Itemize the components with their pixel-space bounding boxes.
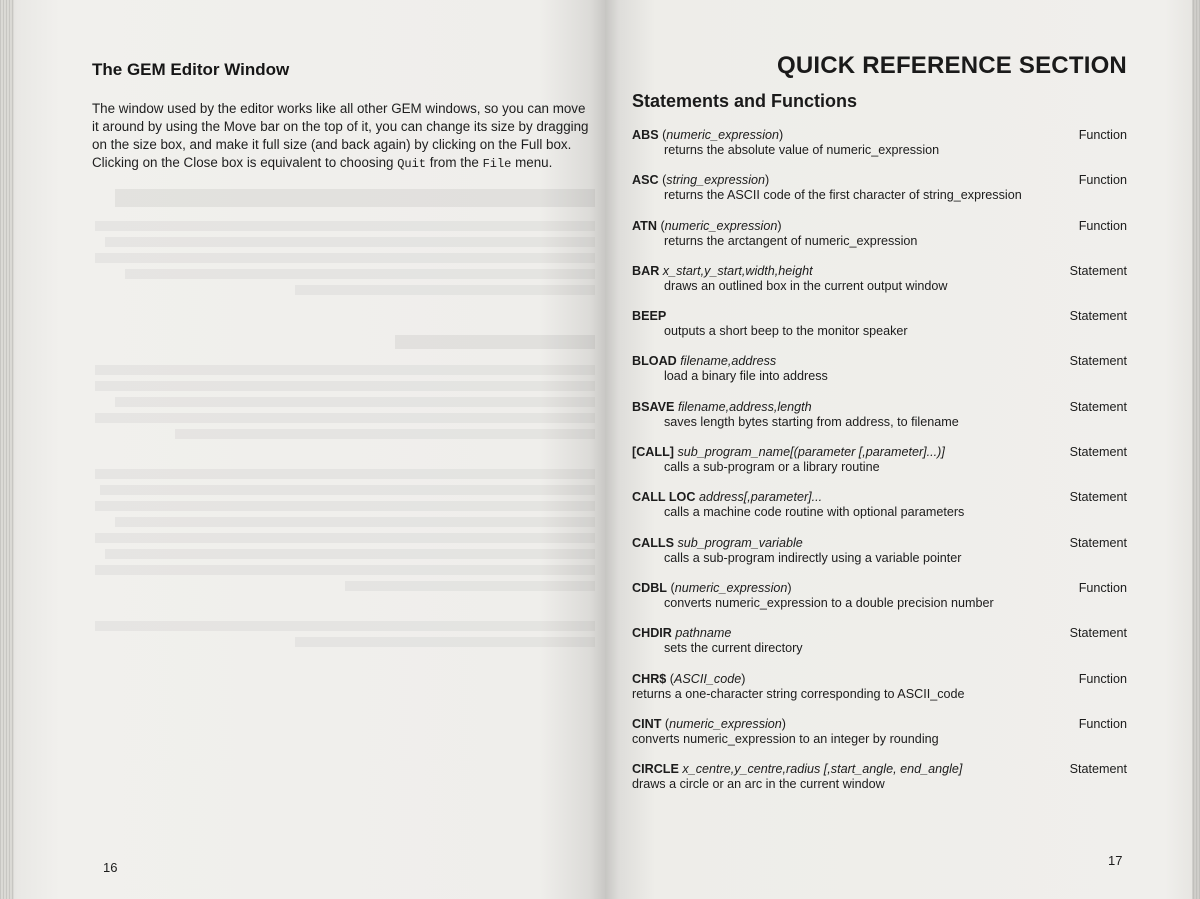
entry-keyword: BSAVE <box>632 399 675 414</box>
entry-keyword: CALL LOC <box>632 490 696 505</box>
reference-entry <box>632 309 1127 354</box>
reference-entry <box>632 219 1127 264</box>
entry-args: x_centre,y_centre,radius [,start_angle, end_angle] <box>682 762 963 777</box>
entry-args-open: ( <box>656 218 665 233</box>
entry-args-close: ) <box>779 128 784 142</box>
reference-entry <box>632 128 1127 173</box>
entry-description: returns a one-character string corresponding to ASCII_code <box>632 686 965 701</box>
entry-args: numeric_expression <box>669 716 782 731</box>
entry-description: outputs a short beep to the monitor speaker <box>664 324 908 339</box>
entry-syntax <box>632 354 1127 369</box>
entry-args-close: ) <box>741 671 746 686</box>
reference-entry <box>632 536 1127 581</box>
entry-keyword: CIRCLE <box>632 762 679 777</box>
entry-keyword: CINT <box>632 716 662 731</box>
entry-type: Statement <box>1069 445 1127 460</box>
reference-entry <box>632 581 1127 626</box>
body-text-part-2: from the <box>426 155 483 170</box>
file-menu-name: File <box>482 157 512 171</box>
entry-keyword: ABS <box>632 128 659 142</box>
entry-description: returns the ASCII code of the first character of string_expression <box>664 188 1022 203</box>
entry-description: saves length bytes starting from address, to filename <box>664 414 959 429</box>
quit-command: Quit <box>397 157 426 171</box>
entry-args-open: ( <box>666 671 674 686</box>
entry-type: Function <box>1078 218 1127 233</box>
body-paragraph <box>92 100 592 173</box>
entry-type: Function <box>1078 716 1127 731</box>
entry-args: filename,address,length <box>677 399 812 414</box>
entry-description: converts numeric_expression to a double precision number <box>664 595 994 610</box>
section-heading: The GEM Editor Window <box>92 60 290 79</box>
entry-syntax <box>632 264 1127 279</box>
entry-syntax <box>632 762 1127 777</box>
entry-args: pathname <box>675 626 732 641</box>
entry-args: ASCII_code <box>674 671 742 686</box>
page-number-left: 16 <box>103 860 118 875</box>
reference-entry <box>632 626 1127 671</box>
entry-syntax <box>632 626 1127 641</box>
entry-type: Statement <box>1069 535 1127 550</box>
entry-args-close: ) <box>787 580 792 595</box>
entry-keyword: CDBL <box>632 580 667 595</box>
entry-description: draws a circle or an arc in the current window <box>632 777 885 792</box>
entry-args: numeric_expression <box>666 128 779 142</box>
entry-args: sub_program_name[(parameter [,parameter]...)] <box>677 445 945 460</box>
entry-type: Function <box>1078 173 1127 188</box>
entry-syntax <box>632 490 1127 505</box>
entry-args: numeric_expression <box>674 580 788 595</box>
entry-args: address[,parameter]... <box>698 490 823 505</box>
reference-entry <box>632 173 1127 218</box>
entry-description: load a binary file into address <box>664 369 828 384</box>
entry-keyword: ATN <box>632 218 657 233</box>
entry-syntax <box>632 581 1127 596</box>
entry-type: Statement <box>1069 263 1127 278</box>
entry-keyword: CHR$ <box>632 671 667 686</box>
reference-entry <box>632 264 1127 309</box>
entry-syntax <box>632 309 1127 324</box>
entry-type: Statement <box>1069 309 1127 324</box>
entry-syntax <box>632 173 1127 188</box>
entry-args: string_expression <box>666 173 765 188</box>
entry-type: Statement <box>1069 399 1127 414</box>
entry-keyword: CHDIR <box>632 626 672 641</box>
entry-args: filename,address <box>680 354 777 369</box>
entry-syntax <box>632 400 1127 415</box>
reference-entry <box>632 490 1127 535</box>
entry-description: returns the arctangent of numeric_expression <box>664 233 918 248</box>
entry-description: draws an outlined box in the current output window <box>664 278 948 293</box>
entry-type: Statement <box>1069 626 1127 641</box>
entry-syntax <box>632 219 1127 234</box>
entry-keyword: CALLS <box>632 535 674 550</box>
entry-syntax <box>632 536 1127 551</box>
entry-type: Statement <box>1069 354 1127 369</box>
entry-syntax <box>632 128 1127 143</box>
entry-args-close: ) <box>781 716 786 731</box>
entry-args-open: ( <box>666 580 675 595</box>
reference-entry <box>632 354 1127 399</box>
entry-type: Function <box>1078 128 1127 142</box>
entry-keyword: BLOAD <box>632 354 677 369</box>
entry-description: calls a machine code routine with optional parameters <box>664 505 965 520</box>
reference-entry <box>632 717 1127 762</box>
entry-description: calls a sub-program indirectly using a variable pointer <box>664 550 962 565</box>
entry-args-open: ( <box>658 173 667 188</box>
entry-syntax <box>632 672 1127 687</box>
reference-entry <box>632 445 1127 490</box>
body-text-part-1: The window used by the editor works like all other GEM windows, so you can move it around by using the Move bar on the top of it, you can change its size by dragging on the size box, and make it full size (and back again) by clicking on the Full box. Clicking on the Close box is equivalent to choosing <box>92 101 589 170</box>
entry-args: x_start,y_start,width,height <box>662 263 813 278</box>
body-text-part-3: menu. <box>511 155 553 170</box>
quick-reference-title: QUICK REFERENCE SECTION <box>777 52 1127 79</box>
entry-args: sub_program_variable <box>677 535 803 550</box>
entry-keyword: BEEP <box>632 309 667 324</box>
entry-syntax <box>632 445 1127 460</box>
entry-type: Function <box>1078 671 1127 686</box>
statements-functions-subtitle: Statements and Functions <box>632 91 858 111</box>
reference-entries <box>632 128 1127 807</box>
entry-description: sets the current directory <box>664 641 803 656</box>
entry-args: numeric_expression <box>664 218 778 233</box>
entry-syntax <box>632 717 1127 732</box>
entry-description: calls a sub-program or a library routine <box>664 460 880 475</box>
entry-type: Statement <box>1069 490 1127 505</box>
entry-type: Function <box>1078 580 1127 595</box>
entry-description: returns the absolute value of numeric_expression <box>664 143 940 157</box>
reference-entry <box>632 762 1127 807</box>
entry-keyword: BAR <box>632 263 660 278</box>
entry-args-open: ( <box>658 128 667 142</box>
entry-args-open: ( <box>661 716 670 731</box>
page-number-right: 17 <box>1108 853 1123 868</box>
entry-keyword: ASC <box>632 173 659 188</box>
entry-type: Statement <box>1069 762 1127 777</box>
reference-entry <box>632 400 1127 445</box>
entry-description: converts numeric_expression to an integer by rounding <box>632 731 939 746</box>
reference-entry <box>632 672 1127 717</box>
show-through-text <box>95 185 595 755</box>
entry-keyword: [CALL] <box>632 445 674 460</box>
entry-args-close: ) <box>777 218 782 233</box>
entry-args-close: ) <box>765 173 770 188</box>
